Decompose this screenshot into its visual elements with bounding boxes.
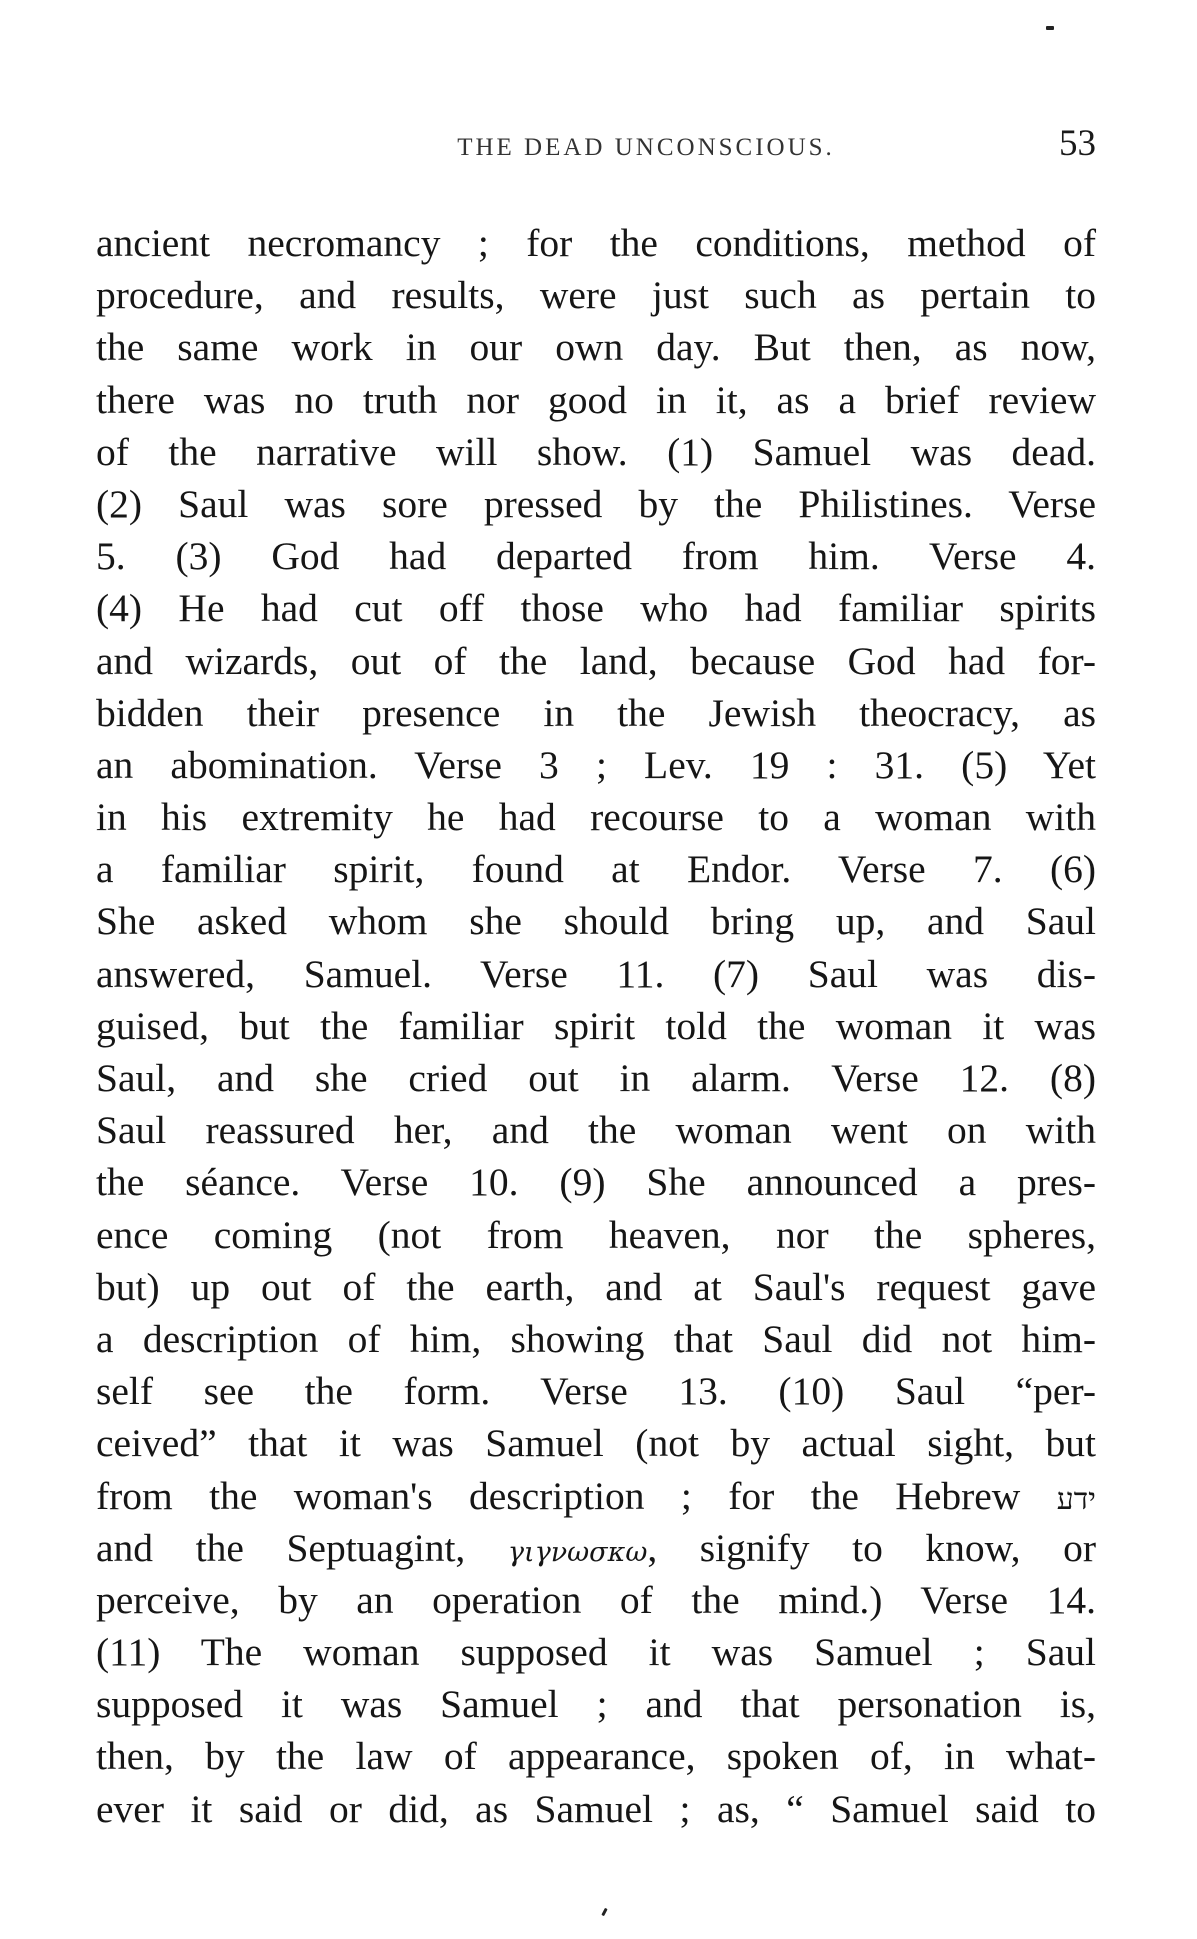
text-line-22: a description of him, showing that Saul did not him- (96, 1316, 1096, 1361)
text-line-1: ancient necromancy ; for the conditions, method of (96, 221, 1096, 265)
text-line-10: bidden their presence in the Jewish theocracy, as (96, 690, 1096, 735)
text-line-23: self see the form. Verse 13. (10) Saul “per- (96, 1369, 1096, 1414)
text-line-19: the séance. Verse 10. (9) She announced a pres- (96, 1160, 1096, 1205)
greek-word: γιγνωσκω (507, 1536, 648, 1568)
text-line-25-main: from the woman's description ; for the Hebrew (96, 1473, 1021, 1518)
text-line-31: ever it said or did, as Samuel ; as, “ Samuel said to (96, 1786, 1096, 1831)
print-mark-bottom (601, 1908, 607, 1916)
text-line-16: guised, but the familiar spirit told the woman it was (96, 1003, 1096, 1048)
running-head: THE DEAD UNCONSCIOUS. (457, 134, 835, 161)
text-line-12: in his extremity he had recourse to a woman with (96, 795, 1096, 840)
text-line-7: 5. (3) God had departed from him. Verse 4. (96, 534, 1096, 579)
page-header (96, 123, 1096, 168)
text-line-13: a familiar spirit, found at Endor. Verse 7. (6) (96, 847, 1096, 892)
page-number: 53 (1059, 123, 1096, 164)
text-line-5: of the narrative will show. (1) Samuel was dead. (96, 429, 1096, 474)
text-line-21: but) up out of the earth, and at Saul's request gave (96, 1264, 1096, 1309)
text-line-18: Saul reassured her, and the woman went on with (96, 1108, 1096, 1153)
text-line-15: answered, Samuel. Verse 11. (7) Saul was dis- (96, 951, 1096, 996)
text-line-27: perceive, by an operation of the mind.) Verse 14. (96, 1577, 1096, 1622)
text-line-20: ence coming (not from heaven, nor the spheres, (96, 1212, 1096, 1257)
print-mark-top (1046, 26, 1054, 30)
text-line-24: ceived” that it was Samuel (not by actual sight, but (96, 1421, 1096, 1466)
text-line-26-main: and the Septuagint, (96, 1525, 466, 1570)
text-line-14: She asked whom she should bring up, and Saul (96, 899, 1096, 944)
text-line-26 (96, 1522, 1096, 1574)
text-line-3: the same work in our own day. But then, as now, (96, 325, 1096, 370)
text-line-26-suffix: , signify to know, or (647, 1525, 1096, 1570)
text-line-17: Saul, and she cried out in alarm. Verse 12. (8) (96, 1056, 1096, 1100)
text-line-25 (96, 1470, 1096, 1522)
text-line-29: supposed it was Samuel ; and that personation is, (96, 1682, 1096, 1727)
hebrew-word: ידע (1056, 1481, 1096, 1517)
text-line-8: (4) He had cut off those who had familiar spirits (96, 586, 1096, 631)
text-line-11: an abomination. Verse 3 ; Lev. 19 : 31. (5) Yet (96, 742, 1096, 787)
text-line-30: then, by the law of appearance, spoken of, in what- (96, 1734, 1096, 1779)
text-line-28: (11) The woman supposed it was Samuel ; Saul (96, 1630, 1096, 1675)
text-line-6: (2) Saul was sore pressed by the Philistines. Verse (96, 481, 1096, 526)
text-line-4: there was no truth nor good in it, as a brief review (96, 377, 1096, 422)
text-line-9: and wizards, out of the land, because God had for- (96, 638, 1096, 683)
body-text (96, 217, 1096, 1835)
text-line-2: procedure, and results, were just such as pertain to (96, 273, 1096, 318)
